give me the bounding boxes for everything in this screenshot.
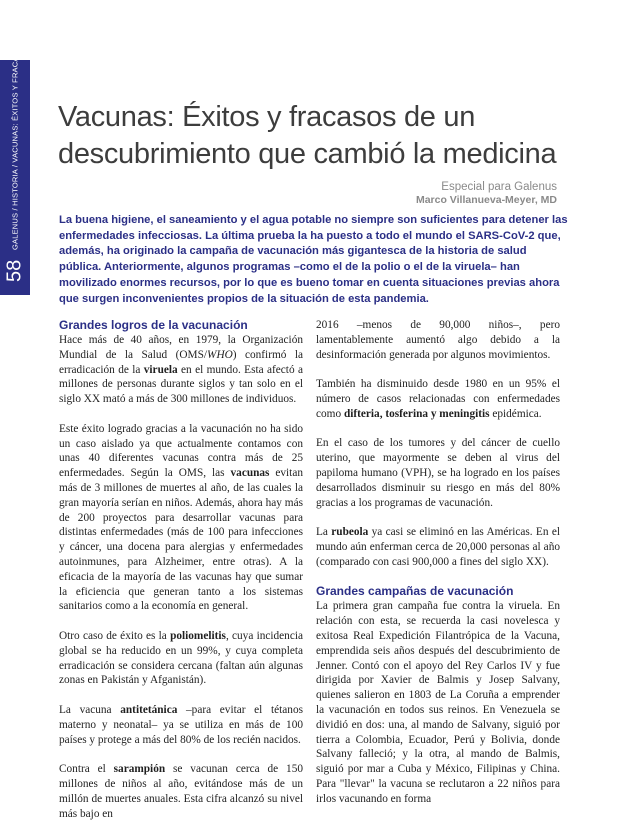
running-head: GALENUS / HISTORIA / VACUNAS: ÉXITOS Y FRACASOS <box>10 39 20 250</box>
byline-author: Marco Villanueva-Meyer, MD <box>415 194 557 206</box>
lead-paragraph: La buena higiene, el saneamiento y el agua potable no siempre son suficientes para detener las enfermedades infecciosas. La última prueba la ha puesto a todo el mundo el SARS-CoV-2 que, además, ha originado la campaña de vacunación más gigantesca de la historia de salud pública. Anteriormente, algunos programas –como el de la polio o el de la viruela– han movilizado enormes recursos, por lo que es bueno tomar en cuenta situaciones previas ahora que surgen inconvenientes propios de la situación de esta pandemia. <box>59 214 568 305</box>
paragraph-vacunas: Este éxito logrado gracias a la vacunación no ha sido un caso aislado ya que actualmente contamos con unas 40 diferentes vacunas contra más de 25 enfermedades. Según la OMS, las vacunas evitan más de 3 millones de muertes al año, de las cuales la gran mayoría serían en niños. Además, ahora hay más de 200 proyectos para desarrollar vacunas para distintas enfermedades (más de 100 para infecciones y cáncer, una docena para alergias y enfermedades autoinmunes, para Alzheimer, entre otras). A la eficacia de la mayoría de las vacunas hay que sumar la eficiencia que generan tanto a los sistemas sanitarios como a la economía en general. <box>59 422 303 613</box>
right-column <box>316 318 560 821</box>
page-number: 58 <box>3 259 26 283</box>
paragraph-viruela: Hace más de 40 años, en 1979, la Organización Mundial de la Salud (OMS/WHO) confirmó la erradicación de la viruela en el mundo. Esta afectó a millones de personas durante siglos y tan solo en el siglo XX mató a más de 300 millones de individuos. <box>59 334 303 406</box>
section-heading-logros: Grandes logros de la vacunación <box>59 318 248 332</box>
paragraph-sarampion: Contra el sarampión se vacunan cerca de 150 millones de niños al año, evitándose más de un millón de muertes anuales. Esta cifra alcanzó su nivel más bajo en <box>59 763 303 820</box>
paragraph-continuation: 2016 –menos de 90,000 niños–, pero lamentablemente aumentó algo debido a la desinformación generada por algunos movimientos. <box>316 319 560 361</box>
paragraph-rubeola: La rubeola ya casi se eliminó en las Américas. En el mundo aún enferman cerca de 20,000 personas al año (comparado con casi 900,000 a fines del siglo XX). <box>316 526 560 568</box>
paragraph-expedicion: La primera gran campaña fue contra la viruela. En relación con esta, se recuerda la casi novelesca y exitosa Real Expedición Filantrópica de la Vacuna, emprendida seis años después del descubrimiento de Jenner. Contó con el apoyo del Rey Carlos IV y fue dirigida por Xavier de Balmis y Josep Salvany, quienes salieron en 1803 de La Coruña a emprender la vacunación en todos sus reinos. En Venezuela se dividió en dos: una, al mando de Salvany, siguió por tierra a Colombia, Ecuador, Perú y Bolivia, donde Salvany falleció; y la otra, al mando de Balmis, siguió por mar a Cuba y México, Filipinas y China. Para "llevar" la vacuna se reclutaron a 22 niños para irlos vacunando en forma <box>316 600 560 805</box>
section-heading-campanas: Grandes campañas de vacunación <box>316 584 514 599</box>
left-column <box>59 318 303 836</box>
paragraph-difteria: También ha disminuido desde 1980 en un 95% el número de casos relacionadas con enfermedades como difteria, tosferina y meningitis epidémica. <box>316 378 560 420</box>
paragraph-polio: Otro caso de éxito es la poliomelitis, cuya incidencia global se ha reducido en un 99%, y cuya completa erradicación se considera cercana (faltan aún algunas zonas en Pakistán y Afganistán). <box>59 629 303 687</box>
paragraph-vph: En el caso de los tumores y del cáncer de cuello uterino, que mayormente se deben al virus del papiloma humano (VPH), se ha logrado en los países desarrollados disminuir su riesgo en más del 80% gracias a los programas de vacunación. <box>316 437 560 509</box>
byline-special: Especial para Galenus <box>441 181 557 193</box>
article-title: Vacunas: Éxitos y fracasos de un descubrimiento que cambió la medicina <box>58 101 557 170</box>
paragraph-tetanos: La vacuna antitetánica –para evitar el tétanos materno y neonatal– ya se utiliza en más de 100 países y protege a más del 80% de los recién nacidos. <box>59 703 303 746</box>
